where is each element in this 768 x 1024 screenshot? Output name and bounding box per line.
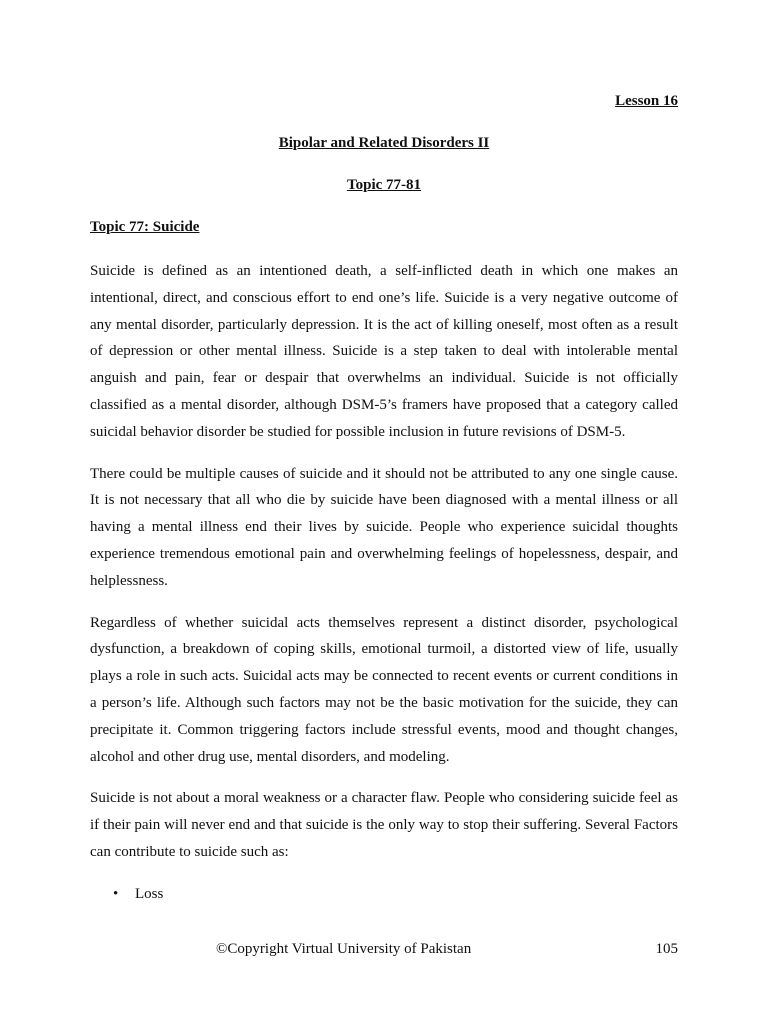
paragraph: Regardless of whether suicidal acts themselves represent a distinct disorder, psychological dysfunction, a breakdown of coping skills, emotional turmoil, a distorted view of life, usually plays a role in such acts. Suicidal acts may be connected to recent events or current conditions in a person’s life. Although such factors may not be the basic motivation for the suicide, they can precipitate it. Common triggering factors include stressful events, mood and thought changes, alcohol and other drug use, mental disorders, and modeling. <box>90 614 678 765</box>
copyright-notice: ©Copyright Virtual University of Pakistan <box>216 941 472 957</box>
section-heading: Topic 77: Suicide <box>90 219 200 235</box>
paragraph: There could be multiple causes of suicide and it should not be attributed to any one single cause. It is not necessary that all who die by suicide have been diagnosed with a mental illness or all having a mental illness end their lives by suicide. People who experience suicidal thoughts experience tremendous emotional pain and overwhelming feelings of hopelessness, despair, and helplessness. <box>90 465 678 589</box>
topics-range: Topic 77-81 <box>346 177 422 193</box>
lesson-label: Lesson 16 <box>615 93 678 109</box>
page-number: 105 <box>655 941 678 957</box>
document-page <box>90 0 678 1024</box>
list-item <box>90 881 678 908</box>
page-footer <box>90 941 678 961</box>
paragraph: Suicide is defined as an intentioned death, a self-inflicted death in which one makes an intentional, direct, and conscious effort to end one’s life. Suicide is a very negative outcome of any mental disorder, particularly depression. It is the act of killing oneself, most often as a result of depression or other mental illness. Suicide is a step taken to deal with intolerable mental anguish and pain, fear or despair that overwhelms an individual. Suicide is not officially classified as a mental disorder, although DSM-5’s framers have proposed that a category called suicidal behavior disorder be studied for possible inclusion in future revisions of DSM-5. <box>90 263 678 440</box>
list-item-text: Loss <box>135 885 164 902</box>
bullet-icon: • <box>113 885 119 902</box>
document-title: Bipolar and Related Disorders II <box>278 135 490 151</box>
paragraph: Suicide is not about a moral weakness or a character flaw. People who considering suicide feel as if their pain will never end and that suicide is the only way to stop their suffering. Several Factors can contribute to suicide such as: <box>90 790 678 860</box>
bullet-list <box>90 881 678 908</box>
body-text <box>90 258 678 908</box>
